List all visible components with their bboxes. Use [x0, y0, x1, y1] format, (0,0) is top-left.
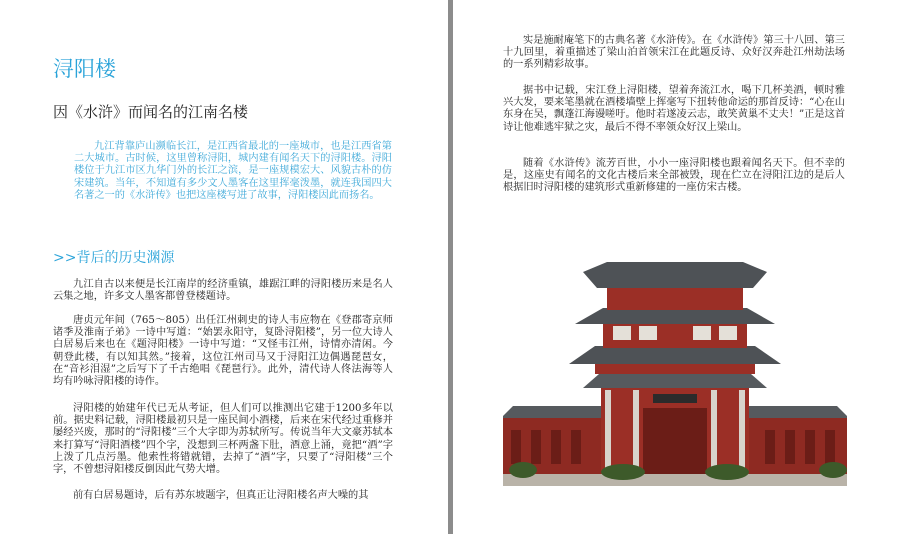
left-page: [0, 0, 448, 534]
section-heading: >>背后的历史渊源: [53, 250, 175, 266]
body-paragraph: 据书中记载，宋江登上浔阳楼，望着奔流江水，喝下几杯美酒，顿时雅兴大发，要来笔墨就在酒楼墙壁上挥毫写下扭转他命运的那首反诗：“心在山东身在吴，飘蓬江海谩嗟吁。他时若遂凌云志，敢笑黄巢不丈夫！”正是这首诗让他难逃牢狱之灾，最后不得不率领众好汉上梁山。: [503, 85, 845, 133]
xunyang-tower-photo: [503, 258, 847, 486]
body-paragraph: 前有白居易题诗，后有苏东坡题字，但真正让浔阳楼名声大噪的其: [73, 490, 369, 501]
page-title: 浔阳楼: [53, 57, 116, 81]
body-paragraph: 实是施耐庵笔下的古典名著《水浒传》。在《水浒传》第三十八回、第三十九回里，着重描述了梁山泊首领宋江在此题反诗、众好汉奔赴江州劫法场的一系列精彩故事。: [503, 35, 845, 71]
body-paragraph: 浔阳楼的始建年代已无从考证，但人们可以推测出它建于1200多年以前。据史料记载，浔阳楼最初只是一座民间小酒楼，后来在宋代经过重修并屡经兴废，那时的“浔阳楼”三个大字即为苏轼所写。传说当年大文豪苏轼本来打算写“浔阳酒楼”四个字，没想到三杯两盏下肚，酒意上涌，竟把“酒”字上泼了几点污墨。他索性将错就错，去掉了“酒”字，只要了“浔阳楼”三个字，不曾想浔阳楼反倒因此气势大增。: [53, 403, 393, 476]
body-paragraph: 九江自古以来便是长江南岸的经济重镇，雄踞江畔的浔阳楼历来是名人云集之地，许多文人墨客都曾登楼题诗。: [53, 279, 393, 303]
right-page: [453, 0, 900, 534]
body-paragraph: 随着《水浒传》流芳百世，小小一座浔阳楼也跟着闻名天下。但不幸的是，这座史有闻名的文化古楼后来全部被毁，现在伫立在浔阳江边的是后人根据旧时浔阳楼的建筑形式重新修建的一座仿宋古楼。: [503, 158, 845, 194]
intro-paragraph: 九江背靠庐山濒临长江，是江西省最北的一座城市，也是江西省第二大城市。古时候，这里曾称浔阳，城内建有闻名天下的浔阳楼。浔阳楼位于九江市区九华门外的长江之滨，是一座规模宏大、风貌古朴的仿宋建筑。当年，不知道有多少文人墨客在这里挥毫泼墨，就连我国四大名著之一的《水浒传》也把这座楼写进了故事，浔阳楼因此而扬名。: [74, 141, 392, 201]
body-paragraph: 唐贞元年间（765～805）出任江州刺史的诗人韦应物在《登郡寄京师诸季及淮南子弟》一诗中写道：“始罢永阳守，复卧浔阳楼”，另一位大诗人白居易后来也在《题浔阳楼》一诗中写道：“又怪韦江州，诗情亦清闲。今朝登此楼，有以知其然。”接着，这位江州司马又于浔阳江边偶遇琵琶女，在“音衫泪湿”之后写下了千古绝唱《琵琶行》。此外，清代诗人佟法海等人均有吟咏浔阳楼的诗作。: [53, 315, 393, 388]
page-subtitle: 因《水浒》而闻名的江南名楼: [53, 103, 249, 121]
